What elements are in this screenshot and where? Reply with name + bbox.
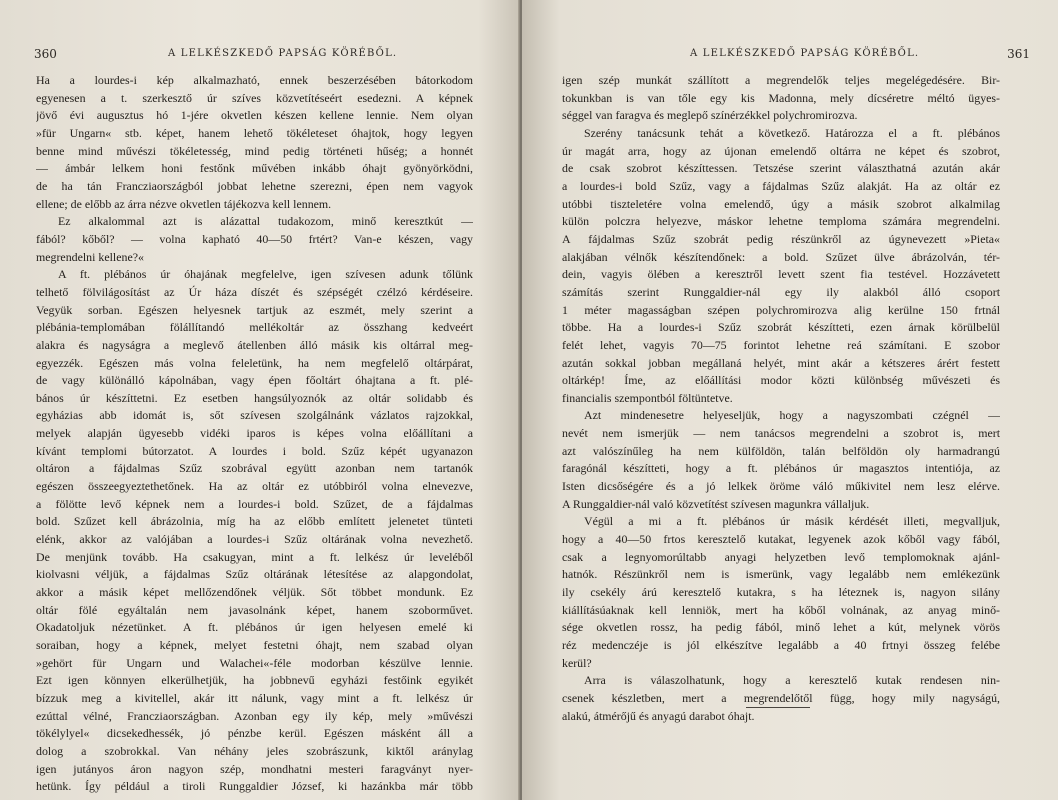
text-line: Azt mindenesetre helyeseljük, hogy a nagyszombati czégnél — [584, 408, 1000, 423]
text-line: dolog a szobrokkal. Van néhány jeles szobrászunk, kiktől aránylag [36, 743, 473, 758]
text-line: külön polczra helyezve, máskor lehetne temploma számára megrendelni. [562, 214, 1000, 229]
text-line: dein, vagyis ölében a keresztről levett szent fia testével. Hozzávetett [562, 267, 1000, 282]
text-line: Okadatoljuk nézetünket. A ft. plébános úr igen helyesen emelé ki [36, 620, 473, 635]
text-line: kerül? [562, 655, 592, 670]
text-line: oltárkép! Íme, az előállítási modor közti különbség művészeti és [562, 373, 1000, 388]
text-line: de vagy különálló kápolnában, vagy épen főoltárt óhajtana a ft. plé- [36, 373, 473, 388]
text-line: egészen összeegyeztethetőnek. Ha az oltár ez utóbbiról volna elnevezve, [36, 479, 473, 494]
text-line: csenek készletben, mert a megrendelőtől függ, hogy mily nagyságú, [562, 690, 1000, 705]
text-line: utóbbi tiszteletére volna emelendő, úgy a másik szobrot alkalmilag [562, 196, 1000, 211]
text-line: bános úr készíttetni. Ez esetben hangsúlyoznók az oltár solidabb és [36, 390, 473, 405]
text-line: Ha a lourdes-i kép alkalmazható, ennek beszerzésében bátorkodom [36, 73, 473, 87]
text-line: jövő évi augusztus hó 1-jére okvetlen készen kellene lennie. Nem olyan [36, 108, 473, 123]
text-line: kívánt templomi bútorzatot. A lourdes i bold. Szűz képét ugyanazon [36, 443, 473, 458]
text-line: egyházias abb idomát is, sőt szívesen szolgálnánk vázlatos rajzokkal, [36, 408, 473, 423]
text-line: fából? kőből? — volna kapható 40—50 frtért? Van-e készen, vagy [36, 231, 473, 246]
running-header: A LELKÉSZKEDŐ PAPSÁG KÖRÉBŐL. [690, 48, 920, 59]
text-line: bold. Szűzet kell ábrázolnia, míg ha az előbb említett jelenetet tünteti [36, 514, 473, 529]
text-line: megrendelni kellene?« [36, 249, 144, 264]
text-line: benne mind művészi tökéletesség, mind pedig történeti hűség; a honnét [36, 143, 473, 158]
text-line: Ez alkalommal azt is alázattal tudakozom, minő keresztkút — [58, 214, 473, 229]
text-line: akkor a másik képet mellőzendőnek véljük. Sőt többet mondunk. Ez [36, 585, 473, 600]
text-line: de csak szobrot készíttessen. Tetszése szerint választhatná azután akár [562, 161, 1000, 176]
text-line: ily csekély árú keresztelő kutakra, s ha léteznek is, nagyon silány [562, 585, 1000, 600]
text-line: 1 méter magasságban szépen polychromirozva alig kerülne 150 frtnál [562, 302, 1000, 317]
text-line: nevét nem ismerjük — nem tanácsos megrendelni a szobrot is, mert [562, 426, 1000, 441]
text-line: elénk, akkor az valójában a lourdes-i Szűz oltárának volna nevezhető. [36, 532, 473, 547]
text-line: azután sokkal jobban megállaná helyét, mint akár a kétszeres árért festett [562, 355, 1000, 370]
text-line: tökélylyel« dicsekedhessék, jó pénzbe kerül. Egészen másként áll a [36, 726, 473, 741]
text-line: sége okvetlen rossz, ha pedig fából, minő lehet a kút, melynek vörös [562, 620, 1000, 635]
page-number: 361 [1007, 47, 1030, 61]
text-line: tokunkban is van tőle egy kis Madonna, mely dícséretre méltó ügyes- [562, 90, 1000, 105]
text-line: melyek alapján ügyesebb vidéki iparos is képes volna előállítani a [36, 426, 473, 441]
text-line: financialis szempontból föltüntetve. [562, 390, 733, 405]
text-line: alakú, átmérőjű és anyagú darabot óhajt. [562, 708, 755, 723]
text-line: réz medenczéje is jól elkészítve legalább a 40 frtnyi összeg felébe [562, 638, 1000, 652]
text-line: — ámbár lelkem honi festőnk művében inkább óhajt gyönyörködni, [36, 161, 473, 176]
text-line: alakra és nagyságra a meglevő átellenben álló másik kis oltárral meg- [36, 337, 473, 352]
text-line: Ezt igen könnyen elkerülhetjük, ha jobbnevű egyházi festőink egyikét [36, 673, 473, 688]
text-line: azt valószínűleg ha nem külföldön, talán belföldön oly harmadrangú [562, 443, 1000, 458]
page-body-text [562, 72, 1000, 725]
text-line: hogy a 40—50 frtos keresztelő kutakat, legyenek azok kőből vagy fából, [562, 532, 1000, 547]
text-line: Vegyük sorban. Egészen helyesnek tartjuk az eszmét, mely szerint a [36, 302, 473, 317]
text-line: számítás szerint Runggaldier-nál egy ily alakból álló csoport [562, 284, 1000, 299]
text-line: plébánia-templomában fölállítandó mellékoltár az összhang kedveért [36, 320, 473, 335]
text-line: bízzuk meg a kivitellel, akár itt nálunk, vagy mint a ft. lelkész úr [36, 690, 473, 705]
text-line: telhető fölvilágosítást az Úr háza díszét és szépségét czélzó kérdéseire. [36, 284, 473, 299]
text-line: a lourdes-i bold Szűz, vagy a fájdalmas Szűz alakját. Ha az oltár ez [562, 178, 1000, 193]
page-number: 360 [34, 47, 57, 61]
text-line: a fölötte levő képnek nem a lourdes-i bold. Szűzet, de a fájdalmas [36, 496, 473, 511]
text-line: oltár fölé egyáltalán nem javasolnánk képet, hanem szoborművet. [36, 602, 473, 617]
text-line: »gehört für Ungarn und Walachei«-féle modorban készülve lennie. [36, 655, 473, 670]
text-line: hatnók. Részünkről nem is ismerünk, vagy legalább nem emlékezünk [562, 567, 1000, 582]
text-line: felét lehet, vagyis 70—75 forintot lehetne reá számítani. E szobor [562, 337, 1000, 352]
text-line: egyezzék. Egészen más volna feleletünk, ha nem megfelelő oltárpárat, [36, 355, 473, 370]
text-line: A ft. plébános úr óhajának megfelelve, igen szívesen adunk tőlünk [58, 267, 473, 282]
text-line: többe. Ha a lourdes-i Szűz szobrát készítteti, ezen árnak körülbelül [562, 320, 1000, 335]
text-line: igen jutányos áron nagyon szép, mondhatni mesteri faragványt nyer- [36, 761, 473, 776]
text-line: Végül a mi a ft. plébános úr másik kérdését illeti, megvalljuk, [584, 514, 1000, 529]
text-line: kiállításúaknak kell lenniök, mert ha kőből volnának, az anyag minő- [562, 602, 1000, 617]
text-line: csak a legnyomorúltabb anyagi helyzetben levő templomoknak ajánl- [562, 549, 1000, 564]
right-page [522, 0, 1058, 800]
left-page [0, 0, 520, 800]
text-line: »für Ungarn« stb. képet, hanem lehető tökéleteset óhajtok, hogy legyen [36, 125, 473, 140]
text-line: kiolvasni véljük, a fájdalmas Szűz oltárának létesítése az alapgondolat, [36, 567, 473, 582]
page-body-text [36, 72, 473, 796]
text-line: de ha tán Francziaországból jobbat lehetne szerezni, épen nem vagyok [36, 178, 473, 193]
text-line: hetünk. Így például a tiroli Runggaldier József, ki hazánkba már több [36, 779, 473, 794]
text-line: Arra is válaszolhatunk, hogy a keresztelő kutak rendesen nin- [584, 673, 1000, 688]
text-line: A Runggaldier-nál való közvetítést szívesen magunkra vállaljuk. [562, 496, 870, 511]
text-line: séggel van faragva és meglepő színérzékkel polychromirozva. [562, 108, 858, 123]
text-line: oltáron a fájdalmas Szűz szobrával együtt azonban nem tartanók [36, 461, 473, 476]
text-line: egyenesen a t. szerkesztő úr szíves közvetítéseért esedezni. A képnek [36, 90, 473, 105]
text-line: ezúttal vélné, Francziaországban. Azonban egy ily kép, mely »művészi [36, 708, 473, 723]
text-line: Isten dicsőségére és a jó lelkek öröme váló műkivitel nem lesz elérve. [562, 479, 1000, 494]
text-line: soraiban, hogy a képnek, melyet festetni óhajt, nem szabad olyan [36, 638, 473, 652]
text-line: ellene; de előbb az árra nézve okvetlen tájékozva kell lennem. [36, 196, 332, 211]
text-line: De menjünk tovább. Ha csakugyan, mint a ft. lelkész úr leveléből [36, 549, 473, 564]
running-header: A LELKÉSZKEDŐ PAPSÁG KÖRÉBŐL. [168, 48, 398, 59]
text-line: úr magát arra, hogy az újonan emelendő oltárra ne képet és szobrot, [562, 143, 1000, 158]
text-line: Szerény tanácsunk tehát a következő. Határozza el a ft. plébános [584, 125, 1000, 140]
text-line: alakjában vélnők készítendőnek: a bold. Szűzet ülve ábrázolván, tér- [562, 249, 1000, 264]
end-rule [746, 707, 810, 708]
text-line: A fájdalmas Szűz szobrát pedig részünkről az úgynevezett »Pieta« [562, 231, 1000, 246]
text-line: igen szép munkát szállított a megrendelők teljes megelégedésére. Bir- [562, 73, 1000, 87]
text-line: faragónál készítteti, hogy a ft. plébános úr magasztos intentiója, az [562, 461, 1000, 476]
